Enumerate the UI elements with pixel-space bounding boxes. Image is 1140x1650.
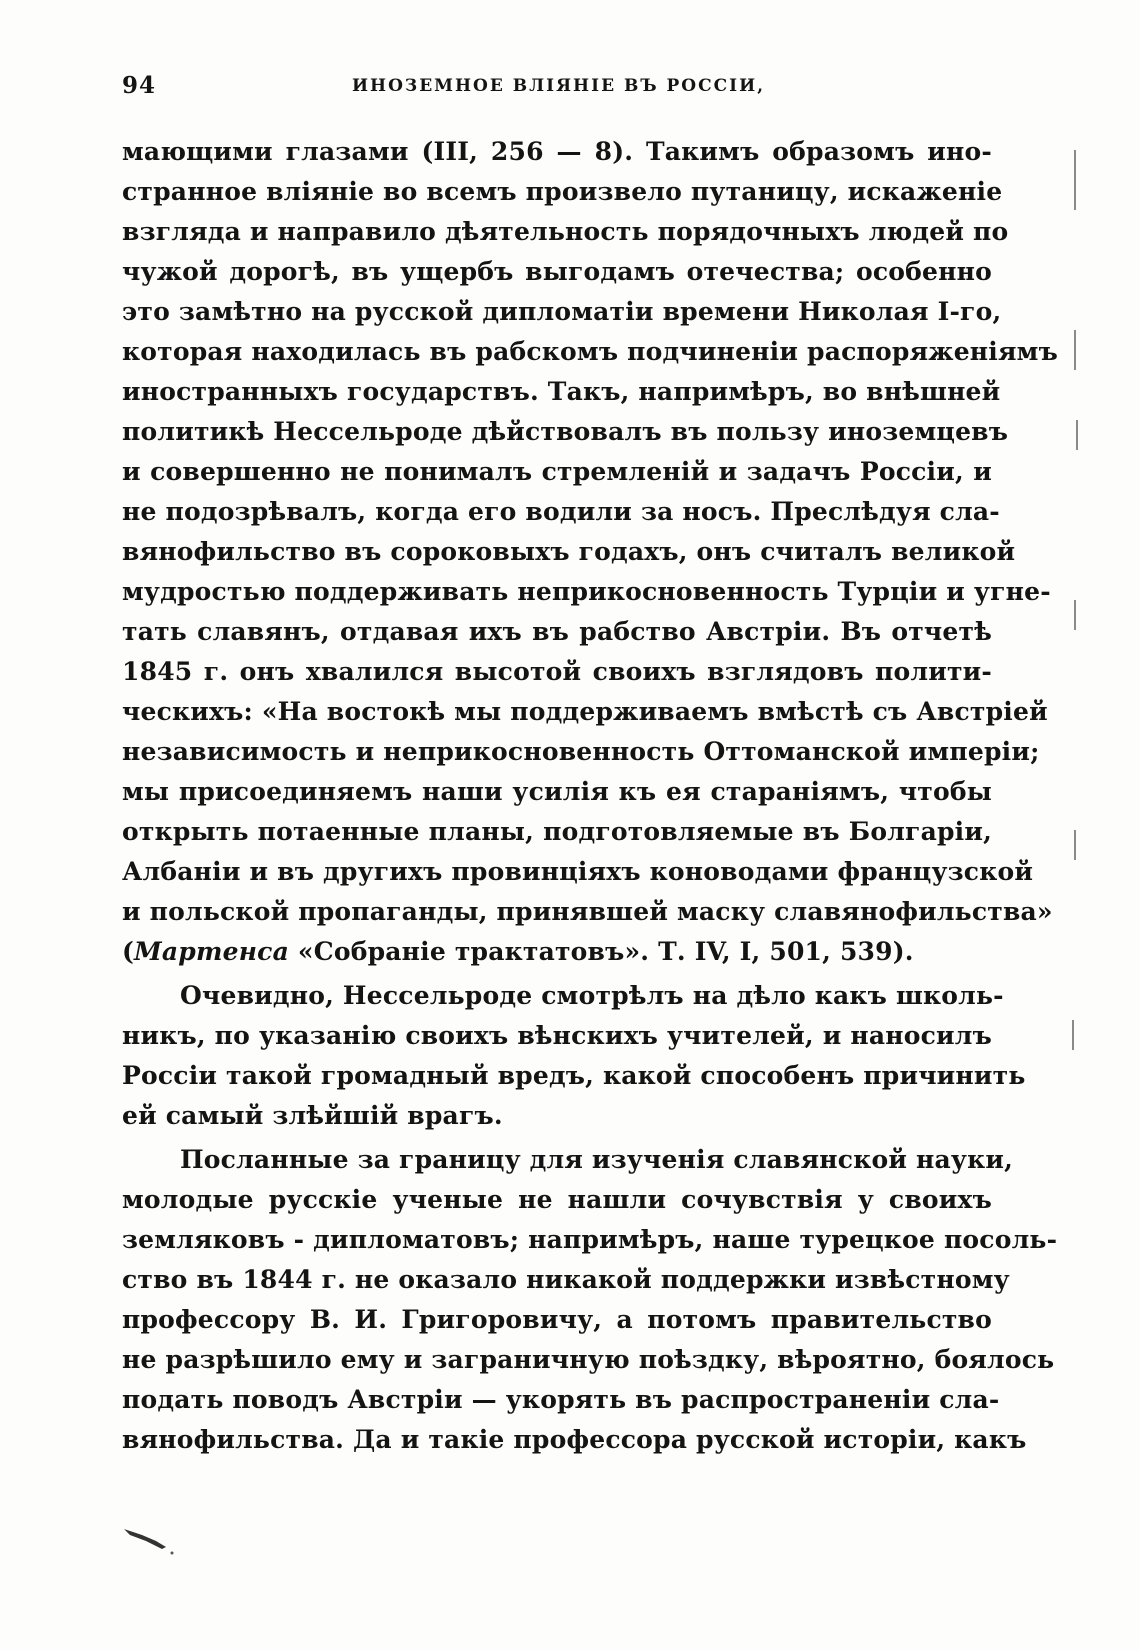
- citation-line: [122, 932, 992, 972]
- scan-margin-mark: [1074, 150, 1076, 210]
- text-line: и польской пропаганды, принявшей маску славянофильства»: [122, 897, 1053, 926]
- text-line: взгляда и направило дѣятельность порядочныхъ людей по: [122, 217, 1009, 246]
- text-line: не подозрѣвалъ, когда его водили за носъ. Преслѣдуя сла-: [122, 497, 1000, 526]
- text-line: мы присоединяемъ наши усилія къ ея стараніямъ, чтобы: [122, 777, 992, 806]
- scan-margin-mark: [1074, 330, 1076, 370]
- text-line: тать славянъ, отдавая ихъ въ рабство Австріи. Въ отчетѣ: [122, 617, 992, 646]
- page-number: 94: [122, 72, 157, 99]
- text-line: профессору В. И. Григоровичу, а потомъ правительство: [122, 1305, 992, 1334]
- citation-open-paren: (: [122, 937, 135, 966]
- scan-margin-mark: [1076, 420, 1078, 450]
- text-line: и совершенно не понималъ стремленій и задачъ Россіи, и: [122, 457, 992, 486]
- text-line: открыть потаенные планы, подготовляемые въ Болгаріи,: [122, 817, 992, 846]
- text-line: земляковъ - дипломатовъ; напримѣръ, наше турецкое посоль-: [122, 1225, 1058, 1254]
- text-line: подать поводъ Австріи — укорять въ распространеніи сла-: [122, 1385, 1000, 1414]
- body-text: [122, 132, 1058, 1460]
- text-line: независимость и неприкосновенность Оттоманской имперіи;: [122, 737, 1040, 766]
- text-line: иностранныхъ государствъ. Такъ, напримѣръ, во внѣшней: [122, 377, 1001, 406]
- text-line: политикѣ Нессельроде дѣйствовалъ въ пользу иноземцевъ: [122, 417, 1009, 446]
- scan-margin-mark: [1072, 1020, 1074, 1050]
- running-head: ИНОЗЕМНОЕ ВЛІЯНІЕ ВЪ РОССІИ,: [352, 76, 766, 96]
- citation-author: Мартенса: [134, 937, 289, 966]
- paragraph-first-line: Очевидно, Нессельроде смотрѣлъ на дѣло какъ школь-: [180, 981, 1004, 1010]
- text-line: молодые русскіе ученые не нашли сочувствія у своихъ: [122, 1185, 992, 1214]
- paragraph-last-line: ей самый злѣйшій врагъ.: [122, 1101, 503, 1130]
- text-line: странное вліяніе во всемъ произвело путаницу, искаженіе: [122, 177, 1003, 206]
- text-line: вянофильство въ сороковыхъ годахъ, онъ считалъ великой: [122, 537, 1016, 566]
- text-line: которая находилась въ рабскомъ подчиненіи распоряженіямъ: [122, 337, 1058, 366]
- text-line: чужой дорогѣ, въ ущербъ выгодамъ отечества; особенно: [122, 257, 992, 286]
- text-line: не разрѣшило ему и заграничную поѣздку, вѣроятно, боялось: [122, 1345, 1055, 1374]
- text-line: 1845 г. онъ хвалился высотой своихъ взглядовъ полити-: [122, 657, 992, 686]
- text-line: мудростью поддерживать неприкосновенность Турціи и угне-: [122, 577, 1051, 606]
- text-line: мающими глазами (III, 256 — 8). Такимъ образомъ ино-: [122, 137, 992, 166]
- page-header: [122, 72, 992, 112]
- text-line: никъ, по указанію своихъ вѣнскихъ учителей, и наносилъ: [122, 1021, 992, 1050]
- text-line: вянофильства. Да и такіе профессора русской исторіи, какъ: [122, 1425, 1027, 1454]
- scan-margin-mark: [1074, 600, 1076, 630]
- text-line: Россіи такой громадный вредъ, какой способенъ причинить: [122, 1061, 1026, 1090]
- text-line: ство въ 1844 г. не оказало никакой поддержки извѣстному: [122, 1265, 1010, 1294]
- text-line: это замѣтно на русской дипломатіи времени Николая I-го,: [122, 297, 1002, 326]
- citation-rest: «Собраніе трактатовъ». Т. IV, I, 501, 539).: [289, 937, 914, 966]
- scan-margin-mark: [1074, 830, 1076, 860]
- ink-smudge: [122, 1525, 182, 1555]
- text-line: Албаніи и въ другихъ провинціяхъ коноводами французской: [122, 857, 1034, 886]
- paragraph-first-line: Посланные за границу для изученія славянской науки,: [180, 1145, 1013, 1174]
- text-line: ческихъ: «На востокѣ мы поддерживаемъ вмѣстѣ съ Австріей: [122, 697, 1048, 726]
